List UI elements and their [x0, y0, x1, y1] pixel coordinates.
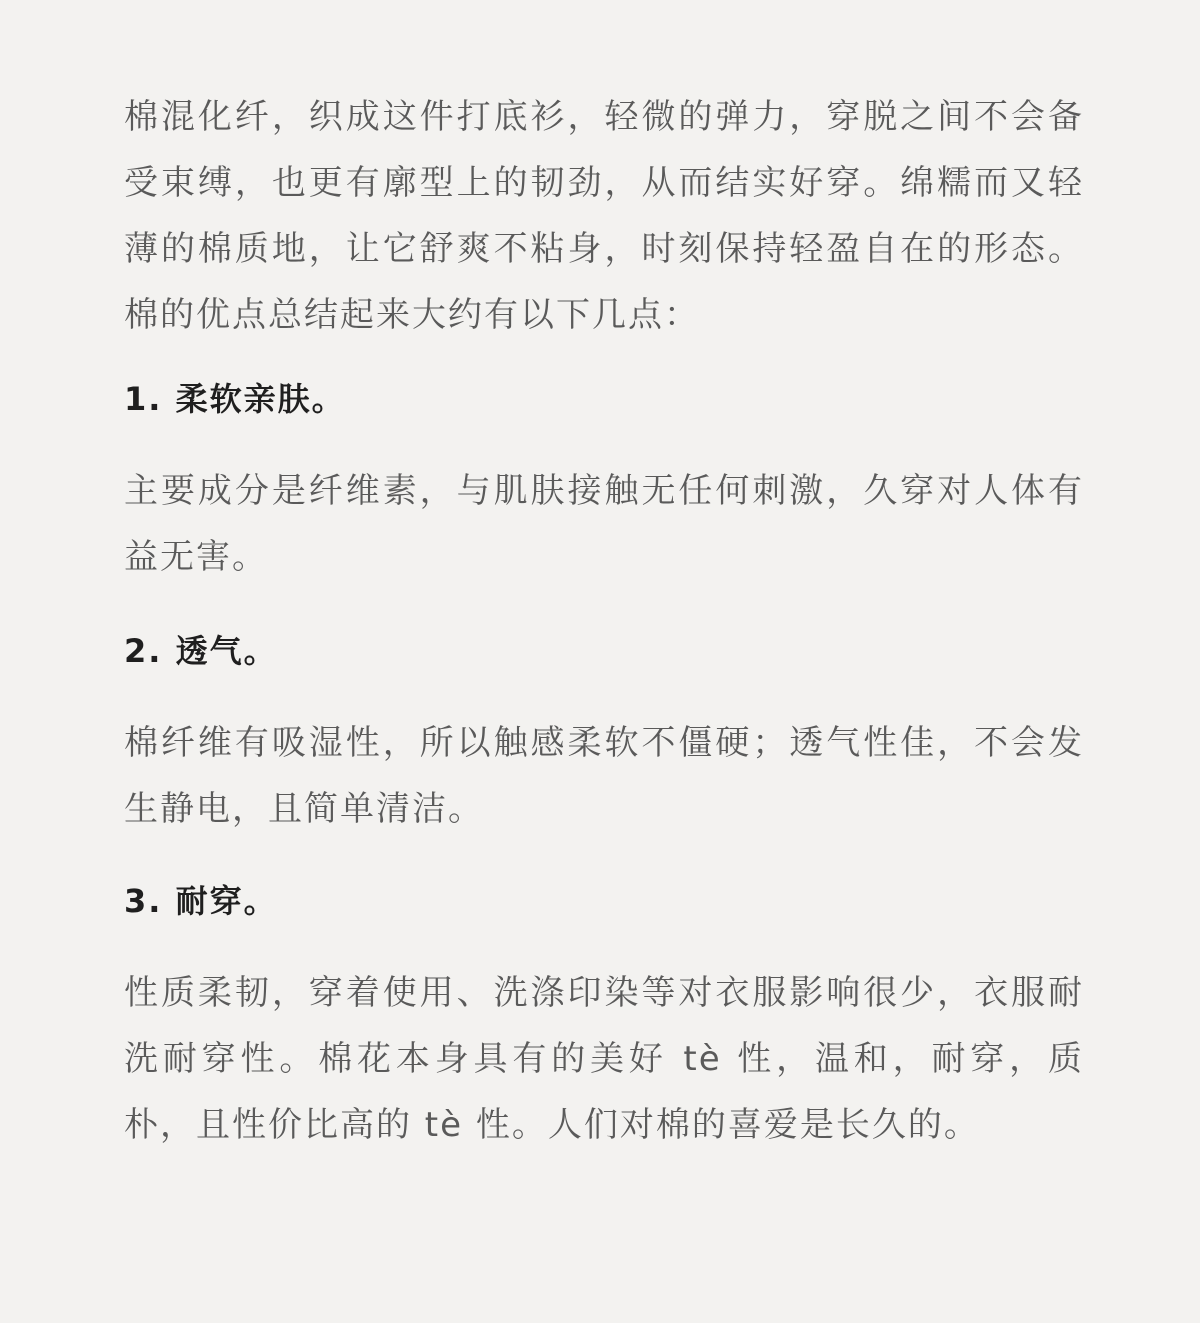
- section-heading-soft: 1. 柔软亲肤。: [124, 380, 346, 418]
- section-body-soft: 主要成分是纤维素，与肌肤接触无任何刺激，久穿对人体有益无害。: [124, 471, 1084, 577]
- intro-paragraph: 棉混化纤，织成这件打底衫，轻微的弹力，穿脱之间不会备受束缚，也更有廓型上的韧劲，从而结实好穿。绵糯而又轻薄的棉质地，让它舒爽不粘身，时刻保持轻盈自在的形态。棉的优点总结起来大约有以下几点：: [124, 97, 1084, 335]
- section-heading-breathable: 2. 透气。: [124, 632, 278, 670]
- section-heading-durable: 3. 耐穿。: [124, 882, 278, 920]
- section-body-breathable: 棉纤维有吸湿性，所以触感柔软不僵硬；透气性佳，不会发生静电，且简单清洁。: [124, 723, 1084, 829]
- section-body-durable: 性质柔韧，穿着使用、洗涤印染等对衣服影响很少，衣服耐洗耐穿性。棉花本身具有的美好 tè 性，温和，耐穿，质朴，且性价比高的 tè 性。人们对棉的喜爱是长久的。: [124, 973, 1084, 1145]
